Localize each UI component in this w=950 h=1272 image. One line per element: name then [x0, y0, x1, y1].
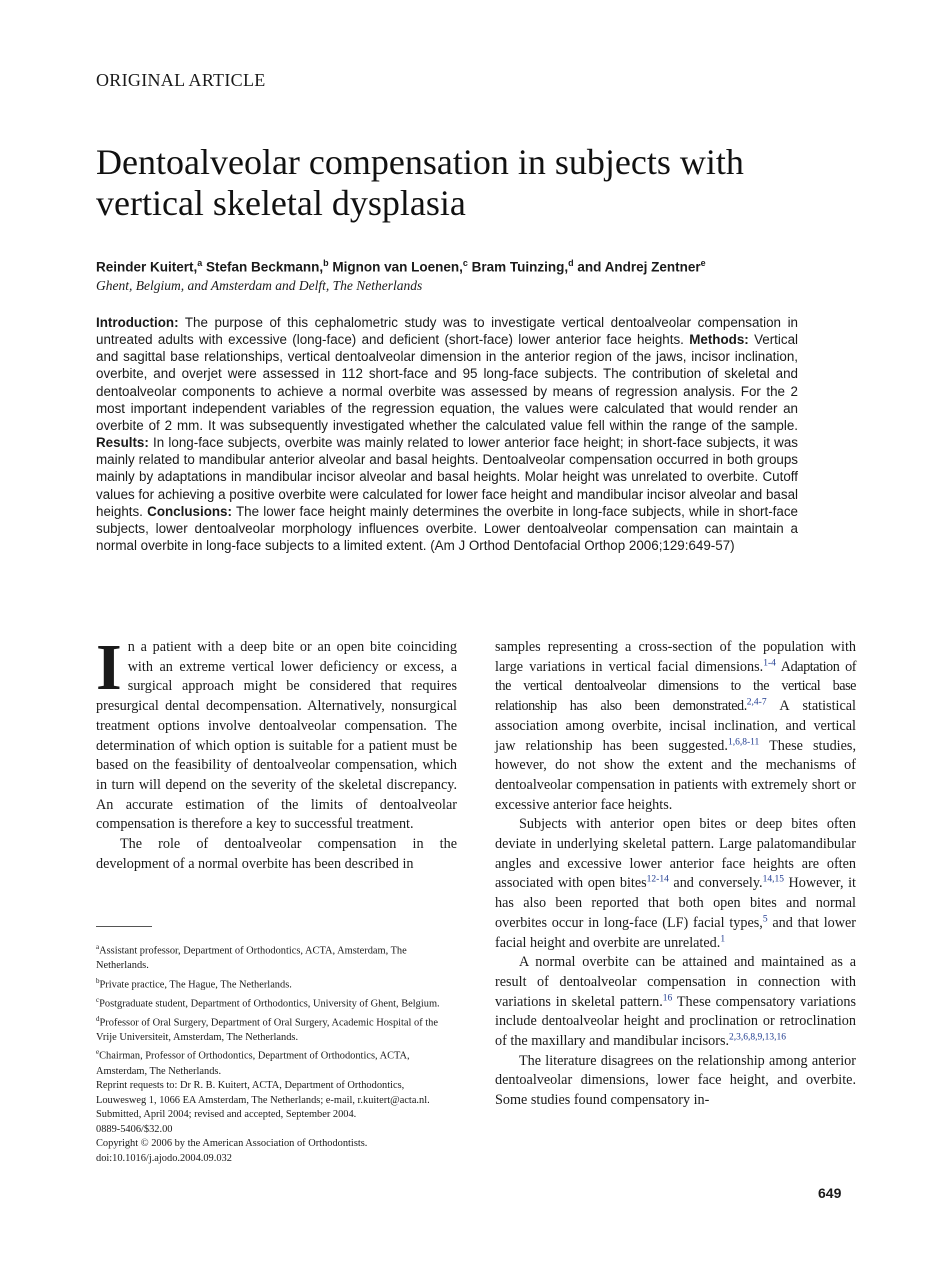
body-text: and that lower facial height and overbite are unrelated.: [495, 914, 856, 951]
abstract-results-text: In long-face subjects, overbite was mainly related to lower anterior face height; in short-face subjects, it was mainly related to mandibular anterior alveolar and basal heights. Dentoalveolar compensation occurred in both groups mainly by adaptations in mandibular incisor alveolar and basal heights. Molar height was unrelated to overbite. Cutoff values for achieving a positive overbite were calculated for lower face height and mandibular incisor alveolar and basal heights.: [96, 435, 798, 519]
body-text: Adaptation of the vertical dentoalveolar dimensions to the vertical base relationship has also been demonstrated.: [495, 658, 856, 715]
citation-ref[interactable]: 1,6,8-11: [727, 736, 760, 747]
footnote-mark: c: [96, 995, 100, 1004]
body-text: n a patient with a deep bite or an open bite coinciding with an extreme vertical lower deficiency or excess, a surgical approach might be considered that requires presurgical dental decompensation. Alternatively, nonsurgical treatment options involve dentoalveolar compensation. The determination of which option is suitable for a patient must be based on the feasibility of dentoalveolar compensation, which in turn will depend on the severity of the skeletal discrepancy. An accurate estimation of the limits of dentoalveolar compensation is therefore a key to successful treatment.: [96, 639, 457, 833]
body-paragraph: [495, 953, 856, 1052]
footnote-text: Professor of Oral Surgery, Department of Oral Surgery, Academic Hospital of the Vrije Universiteit, Amsterdam, The Netherlands.: [96, 1017, 438, 1043]
footnote-mark: e: [96, 1048, 100, 1057]
citation-ref[interactable]: 1: [720, 933, 726, 944]
submission-info: Submitted, April 2004; revised and accepted, September 2004.: [96, 1109, 357, 1121]
abstract-methods-label: Methods:: [689, 332, 749, 348]
abstract-intro-text: The purpose of this cephalometric study was to investigate vertical dentoalveolar compensation in untreated adults with excessive (long-face) and deficient (short-face) lower anterior face heights.: [96, 315, 798, 348]
footnote-mark: a: [96, 943, 100, 951]
body-column-right: [495, 638, 856, 1111]
footnote: [96, 1045, 457, 1079]
footnote: [96, 974, 457, 993]
citation-ref[interactable]: 2,3,6,8,9,13,16: [729, 1032, 787, 1043]
body-paragraph: [96, 631, 457, 835]
footnote-text: Assistant professor, Department of Orthodontics, ACTA, Amsterdam, The Netherlands.: [96, 945, 407, 972]
abstract-results-label: Results:: [96, 435, 149, 451]
body-text: samples representing a cross-section of the population with large variations in vertical facial dimensions.: [495, 639, 856, 675]
body-text: and conversely.: [668, 875, 763, 892]
body-text: These compensatory variations include dentoalveolar height and proclination or retroclination of the maxillary and mandibular incisors.: [495, 993, 856, 1050]
author-mark: d: [568, 258, 574, 268]
author-mark: a: [197, 258, 203, 268]
abstract: [96, 314, 798, 554]
footnote-text: Chairman, Professor of Orthodontics, Department of Orthodontics, ACTA, Amsterdam, The Netherlands.: [96, 1050, 410, 1077]
author-mark: e: [700, 258, 706, 268]
author-name: Stefan Beckmann,: [206, 259, 324, 275]
abstract-conclusions-text: The lower face height mainly determines the overbite in long-face subjects, while in short-face subjects, lower dentoalveolar morphology influences overbite. Lower dentoalveolar compensation can maintain a normal overbite in long-face subjects to a limited extent. (Am J Orthod Dentofacial Orthop 2006;129:649-57): [96, 503, 798, 554]
body-paragraph: The role of dentoalveolar compensation in the development of a normal overbite has been described in: [96, 836, 457, 872]
article-title: Dentoalveolar compensation in subjects with vertical skeletal dysplasia: [96, 142, 744, 223]
body-paragraph: [495, 638, 856, 815]
drop-cap: I: [96, 631, 122, 704]
citation-ref[interactable]: 1-4: [763, 657, 776, 668]
footnote: [96, 1012, 457, 1046]
body-paragraph: [495, 815, 856, 953]
body-column-left: [96, 631, 457, 874]
author-name: Reinder Kuitert,: [96, 259, 198, 275]
section-label: ORIGINAL ARTICLE: [96, 70, 266, 90]
citation-ref[interactable]: 14,15: [762, 874, 784, 885]
body-text: These studies, however, do not show the extent and the mechanisms of dentoalveolar compensation in patients with extremely short or excessive anterior face heights.: [495, 737, 856, 813]
body-text: A statistical association among overbite, incisal inclination, and vertical jaw relationship has been suggested.: [495, 698, 856, 754]
abstract-intro-label: Introduction:: [96, 315, 179, 330]
reprint-info: Reprint requests to: Dr R. B. Kuitert, ACTA, Department of Orthodontics, Louwesweg 1, 1066 EA Amsterdam, The Netherlands; e-mail, r.kuitert@acta.nl.: [96, 1080, 430, 1106]
abstract-methods-text: Vertical and sagittal base relationships, vertical dentoalveolar dimension in the anterior region of the jaws, incisor inclination, overbite, and overjet were assessed in 112 short-face and 95 long-face subjects. The contribution of skeletal and dentoalveolar components to achieve a normal overbite was assessed by means of regression analysis. For the 2 most important independent variables of the regression equation, the values were calculated that would render an overbite of 2 mm. It was subsequently investigated whether the calculated value fell within the range of the sample.: [96, 332, 798, 433]
doi: doi:10.1016/j.ajodo.2004.09.032: [96, 1153, 232, 1165]
page-number: 649: [818, 1185, 842, 1201]
citation-ref[interactable]: 5: [762, 914, 768, 925]
author-list: [96, 258, 856, 275]
copyright: Copyright © 2006 by the American Association of Orthodontists.: [96, 1138, 368, 1150]
footnote-mark: d: [96, 1014, 100, 1023]
author-name: Bram Tuinzing,: [471, 259, 569, 275]
footnote-mark: b: [96, 976, 100, 985]
footnote: [96, 940, 457, 974]
citation-ref[interactable]: 12-14: [646, 874, 669, 885]
affiliation: Ghent, Belgium, and Amsterdam and Delft, The Netherlands: [96, 278, 423, 293]
body-text: However, it has also been reported that both open bites and normal overbites occur in long-face (LF) facial types,: [495, 875, 856, 931]
author-name: and Andrej Zentner: [577, 259, 701, 275]
author-mark: b: [323, 258, 329, 268]
citation-ref[interactable]: 16: [662, 992, 673, 1003]
body-text: Subjects with anterior open bites or deep bites often deviate in underlying skeletal pattern. Large palatomandibular angles and excessive lower anterior face heights are often associated with open bites: [495, 816, 856, 892]
footnote-divider: [96, 926, 152, 927]
author-mark: c: [462, 258, 468, 268]
body-text: A normal overbite can be attained and maintained as a result of dentoalveolar compensation in connection with variations in skeletal pattern.: [495, 954, 856, 1010]
abstract-conclusions-label: Conclusions:: [147, 503, 232, 519]
footnote-text: Postgraduate student, Department of Orthodontics, University of Ghent, Belgium.: [99, 998, 440, 1010]
footnote: [96, 993, 457, 1012]
author-name: Mignon van Loenen,: [332, 259, 463, 275]
citation-ref[interactable]: 2,4-7: [746, 697, 767, 708]
body-paragraph: The literature disagrees on the relationship among anterior dentoalveolar dimensions, lower face height, and overbite. Some studies found compensatory in-: [495, 1052, 856, 1109]
footnote-text: Private practice, The Hague, The Netherlands.: [99, 979, 292, 991]
issn-price: 0889-5406/$32.00: [96, 1123, 173, 1135]
footnotes: [96, 940, 457, 1167]
